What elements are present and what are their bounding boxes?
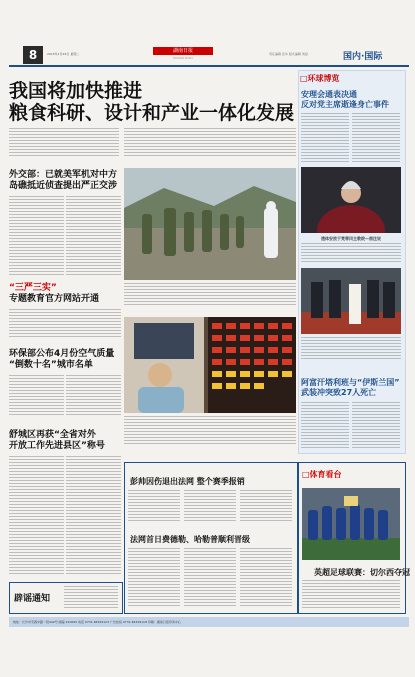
sports-text-1a bbox=[128, 490, 180, 522]
main-headline-line1: 我国将加快推进 bbox=[9, 80, 143, 102]
left-text-3b bbox=[66, 375, 121, 415]
world-text-3b bbox=[352, 402, 400, 448]
ceremony-photo bbox=[301, 268, 401, 334]
left-headline-4-line2: 开放工作先进县区”称号 bbox=[9, 441, 105, 451]
ceremony-caption bbox=[301, 337, 401, 361]
world-text-1a bbox=[301, 113, 349, 163]
notice-text bbox=[64, 586, 118, 610]
page-footer bbox=[9, 617, 409, 627]
stock-photo-graphic bbox=[124, 317, 296, 413]
left-text-1a bbox=[9, 196, 64, 276]
header-rule bbox=[9, 65, 409, 67]
main-story-text-2 bbox=[124, 128, 296, 158]
sports-text-2c bbox=[240, 548, 292, 608]
sports-text-1b bbox=[184, 490, 236, 522]
sports-headline-2: 法网首日费德勒、哈勒普顺利晋级 bbox=[130, 535, 250, 544]
main-story-text-1 bbox=[9, 128, 119, 158]
page-header bbox=[9, 44, 409, 66]
left-headline-4 bbox=[9, 430, 105, 452]
stock-photo bbox=[124, 317, 296, 413]
world-text-2 bbox=[301, 243, 401, 263]
football-photo-graphic bbox=[302, 488, 400, 560]
left-text-2 bbox=[9, 309, 121, 339]
left-headline-3-line1: 环保部公布4月份空气质量 bbox=[9, 349, 115, 359]
world-headline-2-line1: 阿富汗塔利班与“伊斯兰国” bbox=[301, 378, 400, 387]
world-headline-1-line1: 安理会通表决通 bbox=[301, 90, 357, 99]
sports-text-1c bbox=[240, 490, 292, 522]
left-headline-1-line1: 外交部：已就美军机对中方 bbox=[9, 170, 118, 180]
world-text-1b bbox=[352, 113, 400, 163]
left-headline-1 bbox=[9, 170, 117, 192]
cleric-photo-graphic bbox=[301, 167, 401, 233]
world-text-3a bbox=[301, 402, 349, 448]
left-headline-1-line2: 岛礁抵近侦查提出严正交涉 bbox=[9, 181, 118, 191]
left-headline-3 bbox=[9, 349, 114, 371]
page-number: 8 bbox=[23, 46, 43, 64]
footer-text: 地址：长沙市芙蓉中路一段442号 邮编 410005 电话 0731-84329123 广告热线 0731-84329118 印刷：湖南日报印务中心 bbox=[13, 620, 181, 624]
editors-line: 责任编辑 张华 版式编辑 刘斌 bbox=[269, 52, 308, 56]
sports-text-2a bbox=[128, 548, 180, 608]
notice-title: 辟谣通知 bbox=[14, 594, 51, 604]
world-panel-label: □环球博览 bbox=[300, 74, 340, 83]
main-headline bbox=[9, 80, 294, 124]
sports-text-2b bbox=[184, 548, 236, 608]
cleric-photo bbox=[301, 167, 401, 233]
date-line: 2015年1月26日 星期二 bbox=[47, 52, 80, 56]
sports-headline-1: 彭帅因伤退出法网 整个赛季报销 bbox=[130, 477, 245, 486]
left-text-3a bbox=[9, 375, 64, 415]
cleric-caption: 遗体安放于梵蒂冈主教院—图注说 bbox=[321, 236, 381, 241]
ceremony-photo-graphic bbox=[301, 268, 401, 334]
left-headline-3-line2: “倒数十名”城市名单 bbox=[9, 360, 93, 370]
left-text-4b bbox=[66, 456, 121, 576]
masthead: 湖南日报 bbox=[153, 47, 213, 55]
world-headline-1-line2: 反对党主席逝逢身亡事件 bbox=[301, 100, 389, 109]
left-text-4a bbox=[9, 456, 64, 576]
left-headline-4-line1: 舒城区再获“全省对外 bbox=[9, 430, 96, 440]
section-title: 国内·国际 bbox=[343, 52, 383, 62]
soldiers-photo-graphic bbox=[124, 168, 296, 280]
left-headline-2 bbox=[9, 283, 99, 305]
football-photo bbox=[302, 488, 400, 560]
stock-caption bbox=[124, 416, 296, 444]
left-text-1b bbox=[66, 196, 121, 276]
world-headline-2-line2: 武装冲突致27人死亡 bbox=[301, 388, 377, 397]
left-headline-2-line2: 专题教育官方网站开通 bbox=[9, 294, 100, 304]
notice-box bbox=[9, 582, 123, 614]
soldiers-photo bbox=[124, 168, 296, 280]
sports-text-3 bbox=[302, 580, 400, 608]
sports-label: □体育看台 bbox=[302, 470, 342, 479]
world-headline-2 bbox=[301, 378, 400, 398]
world-headline-1 bbox=[301, 90, 389, 110]
sports-headline-3: 英超足球联赛：切尔西夺冠 bbox=[314, 568, 410, 577]
masthead-subtitle: HUNAN DAILY bbox=[172, 56, 194, 60]
soldiers-caption bbox=[124, 283, 296, 305]
main-headline-line2: 粮食科研、设计和产业一体化发展 bbox=[9, 102, 295, 124]
left-headline-2-line1: “三严三实” bbox=[9, 283, 57, 293]
